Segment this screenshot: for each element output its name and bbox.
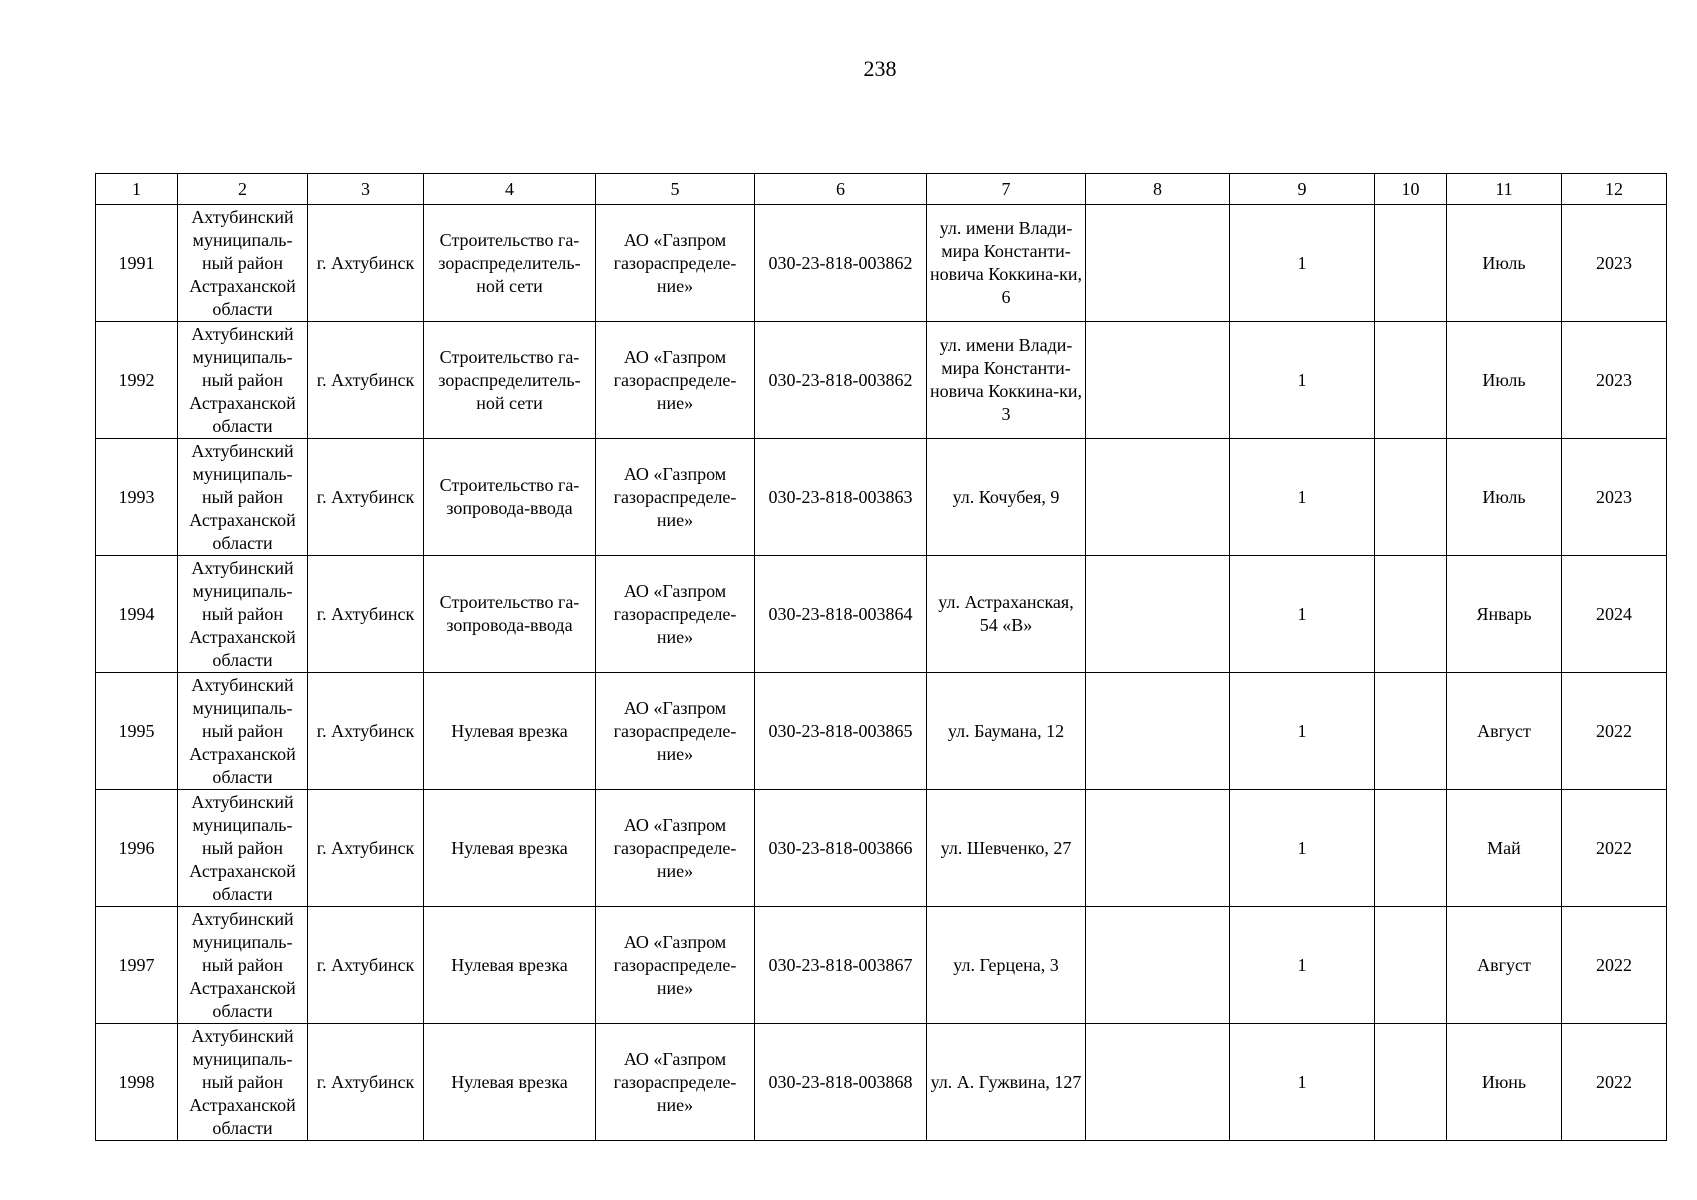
table-cell: 1992 bbox=[96, 322, 178, 439]
table-cell: ул. имени Влади-мира Константи-новича Коккина-ки, 3 bbox=[927, 322, 1086, 439]
table-cell bbox=[1375, 673, 1447, 790]
table-cell: АО «Газпром газораспределе-ние» bbox=[596, 439, 755, 556]
table-cell: 1 bbox=[1230, 1024, 1375, 1141]
table-row bbox=[96, 1024, 1667, 1141]
table-cell: Строительство га-зораспределитель-ной сети bbox=[424, 322, 596, 439]
table-cell: Нулевая врезка bbox=[424, 1024, 596, 1141]
table-cell: г. Ахтубинск bbox=[308, 673, 424, 790]
table-cell: Ахтубинский муниципаль-ный район Астраханской области bbox=[178, 322, 308, 439]
table-cell: 2022 bbox=[1562, 673, 1667, 790]
column-header: 9 bbox=[1230, 174, 1375, 205]
table-cell: 030-23-818-003868 bbox=[755, 1024, 927, 1141]
table-cell: АО «Газпром газораспределе-ние» bbox=[596, 556, 755, 673]
table-row bbox=[96, 556, 1667, 673]
table-cell bbox=[1375, 205, 1447, 322]
table-cell: АО «Газпром газораспределе-ние» bbox=[596, 673, 755, 790]
table-cell bbox=[1086, 907, 1230, 1024]
table-cell: ул. Кочубея, 9 bbox=[927, 439, 1086, 556]
page-number: 238 bbox=[863, 56, 897, 81]
column-header: 10 bbox=[1375, 174, 1447, 205]
table-cell: г. Ахтубинск bbox=[308, 790, 424, 907]
table-cell bbox=[1086, 439, 1230, 556]
table-cell: г. Ахтубинск bbox=[308, 205, 424, 322]
column-header: 12 bbox=[1562, 174, 1667, 205]
table-cell: 030-23-818-003867 bbox=[755, 907, 927, 1024]
table-cell: Строительство га-зопровода-ввода bbox=[424, 556, 596, 673]
table-cell: АО «Газпром газораспределе-ние» bbox=[596, 907, 755, 1024]
table-cell: ул. Баумана, 12 bbox=[927, 673, 1086, 790]
table-cell: 1 bbox=[1230, 205, 1375, 322]
table-cell: АО «Газпром газораспределе-ние» bbox=[596, 1024, 755, 1141]
table-cell: Ахтубинский муниципаль-ный район Астраханской области bbox=[178, 556, 308, 673]
table-cell: 030-23-818-003863 bbox=[755, 439, 927, 556]
table-cell: 2022 bbox=[1562, 907, 1667, 1024]
table-cell: 1 bbox=[1230, 439, 1375, 556]
table-cell bbox=[1375, 907, 1447, 1024]
table-cell: ул. А. Гужвина, 127 bbox=[927, 1024, 1086, 1141]
table-cell: ул. Астраханская, 54 «В» bbox=[927, 556, 1086, 673]
table-row bbox=[96, 907, 1667, 1024]
table-cell: 2024 bbox=[1562, 556, 1667, 673]
table-cell: Ахтубинский муниципаль-ный район Астраханской области bbox=[178, 790, 308, 907]
table-cell: 030-23-818-003865 bbox=[755, 673, 927, 790]
table-cell bbox=[1086, 322, 1230, 439]
table-body bbox=[96, 205, 1667, 1141]
table-cell: Строительство га-зопровода-ввода bbox=[424, 439, 596, 556]
table-cell: Ахтубинский муниципаль-ный район Астраханской области bbox=[178, 439, 308, 556]
table-cell: Нулевая врезка bbox=[424, 907, 596, 1024]
table-cell bbox=[1375, 556, 1447, 673]
table-cell: 1 bbox=[1230, 790, 1375, 907]
table-cell: 2022 bbox=[1562, 1024, 1667, 1141]
table-cell: АО «Газпром газораспределе-ние» bbox=[596, 205, 755, 322]
table-cell bbox=[1375, 1024, 1447, 1141]
table-cell: 2023 bbox=[1562, 439, 1667, 556]
table-cell: Ахтубинский муниципаль-ный район Астраханской области bbox=[178, 673, 308, 790]
table-cell: 030-23-818-003862 bbox=[755, 322, 927, 439]
table-cell: ул. Шевченко, 27 bbox=[927, 790, 1086, 907]
column-header: 2 bbox=[178, 174, 308, 205]
column-header: 7 bbox=[927, 174, 1086, 205]
header-row bbox=[96, 174, 1667, 205]
column-header: 4 bbox=[424, 174, 596, 205]
table-cell bbox=[1086, 556, 1230, 673]
table-cell: г. Ахтубинск bbox=[308, 322, 424, 439]
column-header: 1 bbox=[96, 174, 178, 205]
table-cell: 030-23-818-003862 bbox=[755, 205, 927, 322]
table-cell: Май bbox=[1447, 790, 1562, 907]
table-cell: 030-23-818-003866 bbox=[755, 790, 927, 907]
table-cell: Август bbox=[1447, 907, 1562, 1024]
column-header: 11 bbox=[1447, 174, 1562, 205]
table-header bbox=[96, 174, 1667, 205]
table-cell: Июль bbox=[1447, 322, 1562, 439]
table-cell: Август bbox=[1447, 673, 1562, 790]
table-cell: 2023 bbox=[1562, 205, 1667, 322]
table-cell: 1991 bbox=[96, 205, 178, 322]
table-cell: 1 bbox=[1230, 556, 1375, 673]
table-cell bbox=[1086, 205, 1230, 322]
column-header: 8 bbox=[1086, 174, 1230, 205]
table-row bbox=[96, 322, 1667, 439]
table-cell: Ахтубинский муниципаль-ный район Астраханской области bbox=[178, 205, 308, 322]
table-cell: Январь bbox=[1447, 556, 1562, 673]
table-cell bbox=[1086, 1024, 1230, 1141]
table-cell: 1998 bbox=[96, 1024, 178, 1141]
table-cell: 1993 bbox=[96, 439, 178, 556]
table-row bbox=[96, 673, 1667, 790]
table-cell: г. Ахтубинск bbox=[308, 907, 424, 1024]
table-cell bbox=[1086, 673, 1230, 790]
table-cell: г. Ахтубинск bbox=[308, 1024, 424, 1141]
table-cell: ул. Герцена, 3 bbox=[927, 907, 1086, 1024]
table-cell: 1995 bbox=[96, 673, 178, 790]
column-header: 3 bbox=[308, 174, 424, 205]
data-table bbox=[95, 173, 1667, 1141]
table-cell bbox=[1375, 790, 1447, 907]
column-header: 6 bbox=[755, 174, 927, 205]
column-header: 5 bbox=[596, 174, 755, 205]
table-row bbox=[96, 439, 1667, 556]
table-cell: 1 bbox=[1230, 673, 1375, 790]
table-cell: 2023 bbox=[1562, 322, 1667, 439]
table-cell: Ахтубинский муниципаль-ный район Астраханской области bbox=[178, 907, 308, 1024]
table-cell: Нулевая врезка bbox=[424, 790, 596, 907]
table-cell: 1994 bbox=[96, 556, 178, 673]
table-row bbox=[96, 205, 1667, 322]
table-cell: Июль bbox=[1447, 205, 1562, 322]
table-cell: Июль bbox=[1447, 439, 1562, 556]
table-row bbox=[96, 790, 1667, 907]
table-cell: г. Ахтубинск bbox=[308, 439, 424, 556]
table-cell: 1996 bbox=[96, 790, 178, 907]
table-cell: Ахтубинский муниципаль-ный район Астраханской области bbox=[178, 1024, 308, 1141]
table-cell bbox=[1086, 790, 1230, 907]
table-cell: 2022 bbox=[1562, 790, 1667, 907]
table-cell: Нулевая врезка bbox=[424, 673, 596, 790]
table-cell: АО «Газпром газораспределе-ние» bbox=[596, 322, 755, 439]
table-cell: г. Ахтубинск bbox=[308, 556, 424, 673]
table-cell: 030-23-818-003864 bbox=[755, 556, 927, 673]
table-cell: Строительство га-зораспределитель-ной сети bbox=[424, 205, 596, 322]
table-cell bbox=[1375, 439, 1447, 556]
table-cell: 1 bbox=[1230, 322, 1375, 439]
table-cell: ул. имени Влади-мира Константи-новича Коккина-ки, 6 bbox=[927, 205, 1086, 322]
table-cell: 1 bbox=[1230, 907, 1375, 1024]
table-cell: АО «Газпром газораспределе-ние» bbox=[596, 790, 755, 907]
table-cell: Июнь bbox=[1447, 1024, 1562, 1141]
table-cell: 1997 bbox=[96, 907, 178, 1024]
table-cell bbox=[1375, 322, 1447, 439]
